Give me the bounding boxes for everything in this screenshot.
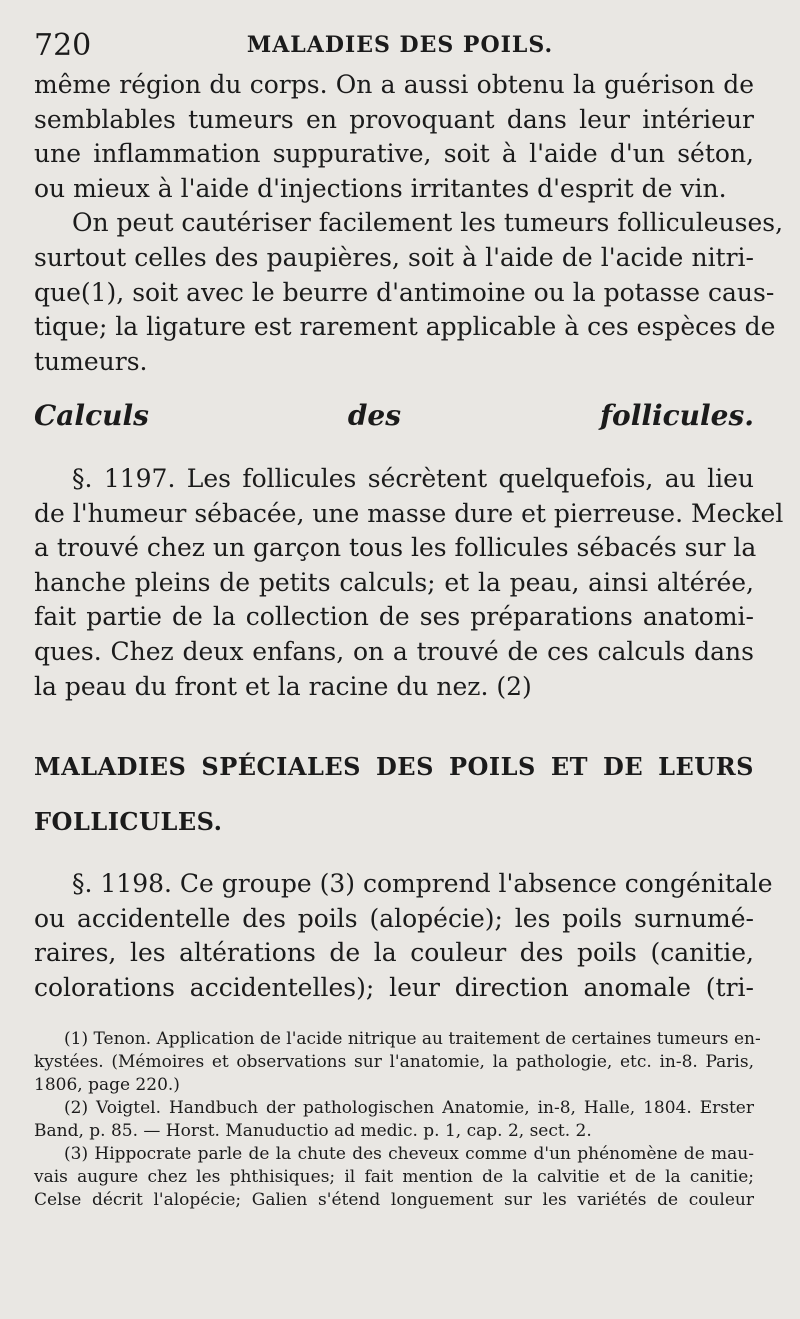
text-line: a trouvé chez un garçon tous les follicules sébacés sur la (34, 533, 757, 563)
footnote-line: (1) Tenon. Application de l'acide nitrique au traitement de certaines tumeurs en- (64, 1028, 761, 1049)
chapter-heading-line: FOLLICULES. (34, 806, 223, 836)
text-line: tumeurs. (34, 346, 148, 376)
page-body (34, 68, 784, 1212)
section-title: Calculs des follicules. (34, 399, 754, 433)
text-line: de l'humeur sébacée, une masse dure et pierreuse. Meckel (34, 498, 784, 528)
text-line: On peut cautériser facilement les tumeurs folliculeuses, (72, 208, 784, 238)
text-line: surtout celles des paupières, soit à l'aide de l'acide nitri- (34, 242, 754, 272)
footnote-line: Band, p. 85. — Horst. Manuductio ad medic. p. 1, cap. 2, sect. 2. (34, 1120, 592, 1141)
footnote-line: Celse décrit l'alopécie; Galien s'étend longuement sur les variétés de couleur (34, 1189, 754, 1210)
text-line: que(1), soit avec le beurre d'antimoine ou la potasse caus- (34, 277, 775, 307)
chapter-heading-line: MALADIES SPÉCIALES DES POILS ET DE LEURS (34, 752, 754, 782)
text-line: ou mieux à l'aide d'injections irritantes d'esprit de vin. (34, 173, 727, 203)
footnotes (34, 1028, 761, 1212)
paragraph-1 (34, 68, 754, 206)
text-line: raires, les altérations de la couleur des poils (canitie, (34, 938, 754, 968)
footnote-line: vais augure chez les phthisiques; il fait mention de la calvitie et de la canitie; (34, 1166, 754, 1187)
text-line: semblables tumeurs en provoquant dans leur intérieur (34, 104, 754, 134)
footnote-line: 1806, page 220.) (34, 1074, 180, 1095)
text-line: §. 1198. Ce groupe (3) comprend l'absence congénitale (72, 869, 773, 899)
text-line: colorations accidentelles); leur direction anomale (tri- (34, 973, 754, 1003)
text-line: même région du corps. On a aussi obtenu la guérison de (34, 70, 754, 99)
chapter-heading (34, 750, 754, 839)
paragraph-4 (34, 867, 773, 1005)
text-line: la peau du front et la racine du nez. (2) (34, 671, 532, 701)
footnote-line: (2) Voigtel. Handbuch der pathologischen Anatomie, in-8, Halle, 1804. Erster (64, 1097, 754, 1118)
text-line: tique; la ligature est rarement applicable à ces espèces de (34, 312, 776, 342)
paragraph-3 (34, 462, 784, 704)
running-head: MALADIES DES POILS. (246, 32, 554, 58)
page-header (34, 28, 766, 68)
text-line: ou accidentelle des poils (alopécie); les poils surnumé- (34, 903, 754, 933)
text-line: §. 1197. Les follicules sécrètent quelquefois, au lieu (72, 463, 754, 493)
paragraph-2 (34, 206, 784, 379)
footnote-line: kystées. (Mémoires et observations sur l'anatomie, la pathologie, etc. in-8. Paris, (34, 1051, 754, 1072)
footnote-line: (3) Hippocrate parle de la chute des cheveux comme d'un phénomène de mau- (64, 1143, 754, 1164)
page-number: 720 (34, 28, 92, 63)
text-line: hanche pleins de petits calculs; et la peau, ainsi altérée, (34, 567, 754, 597)
text-line: ques. Chez deux enfans, on a trouvé de ces calculs dans (34, 636, 754, 666)
text-line: une inflammation suppurative, soit à l'aide d'un séton, (34, 139, 754, 169)
text-line: fait partie de la collection de ses préparations anatomi- (34, 602, 754, 632)
